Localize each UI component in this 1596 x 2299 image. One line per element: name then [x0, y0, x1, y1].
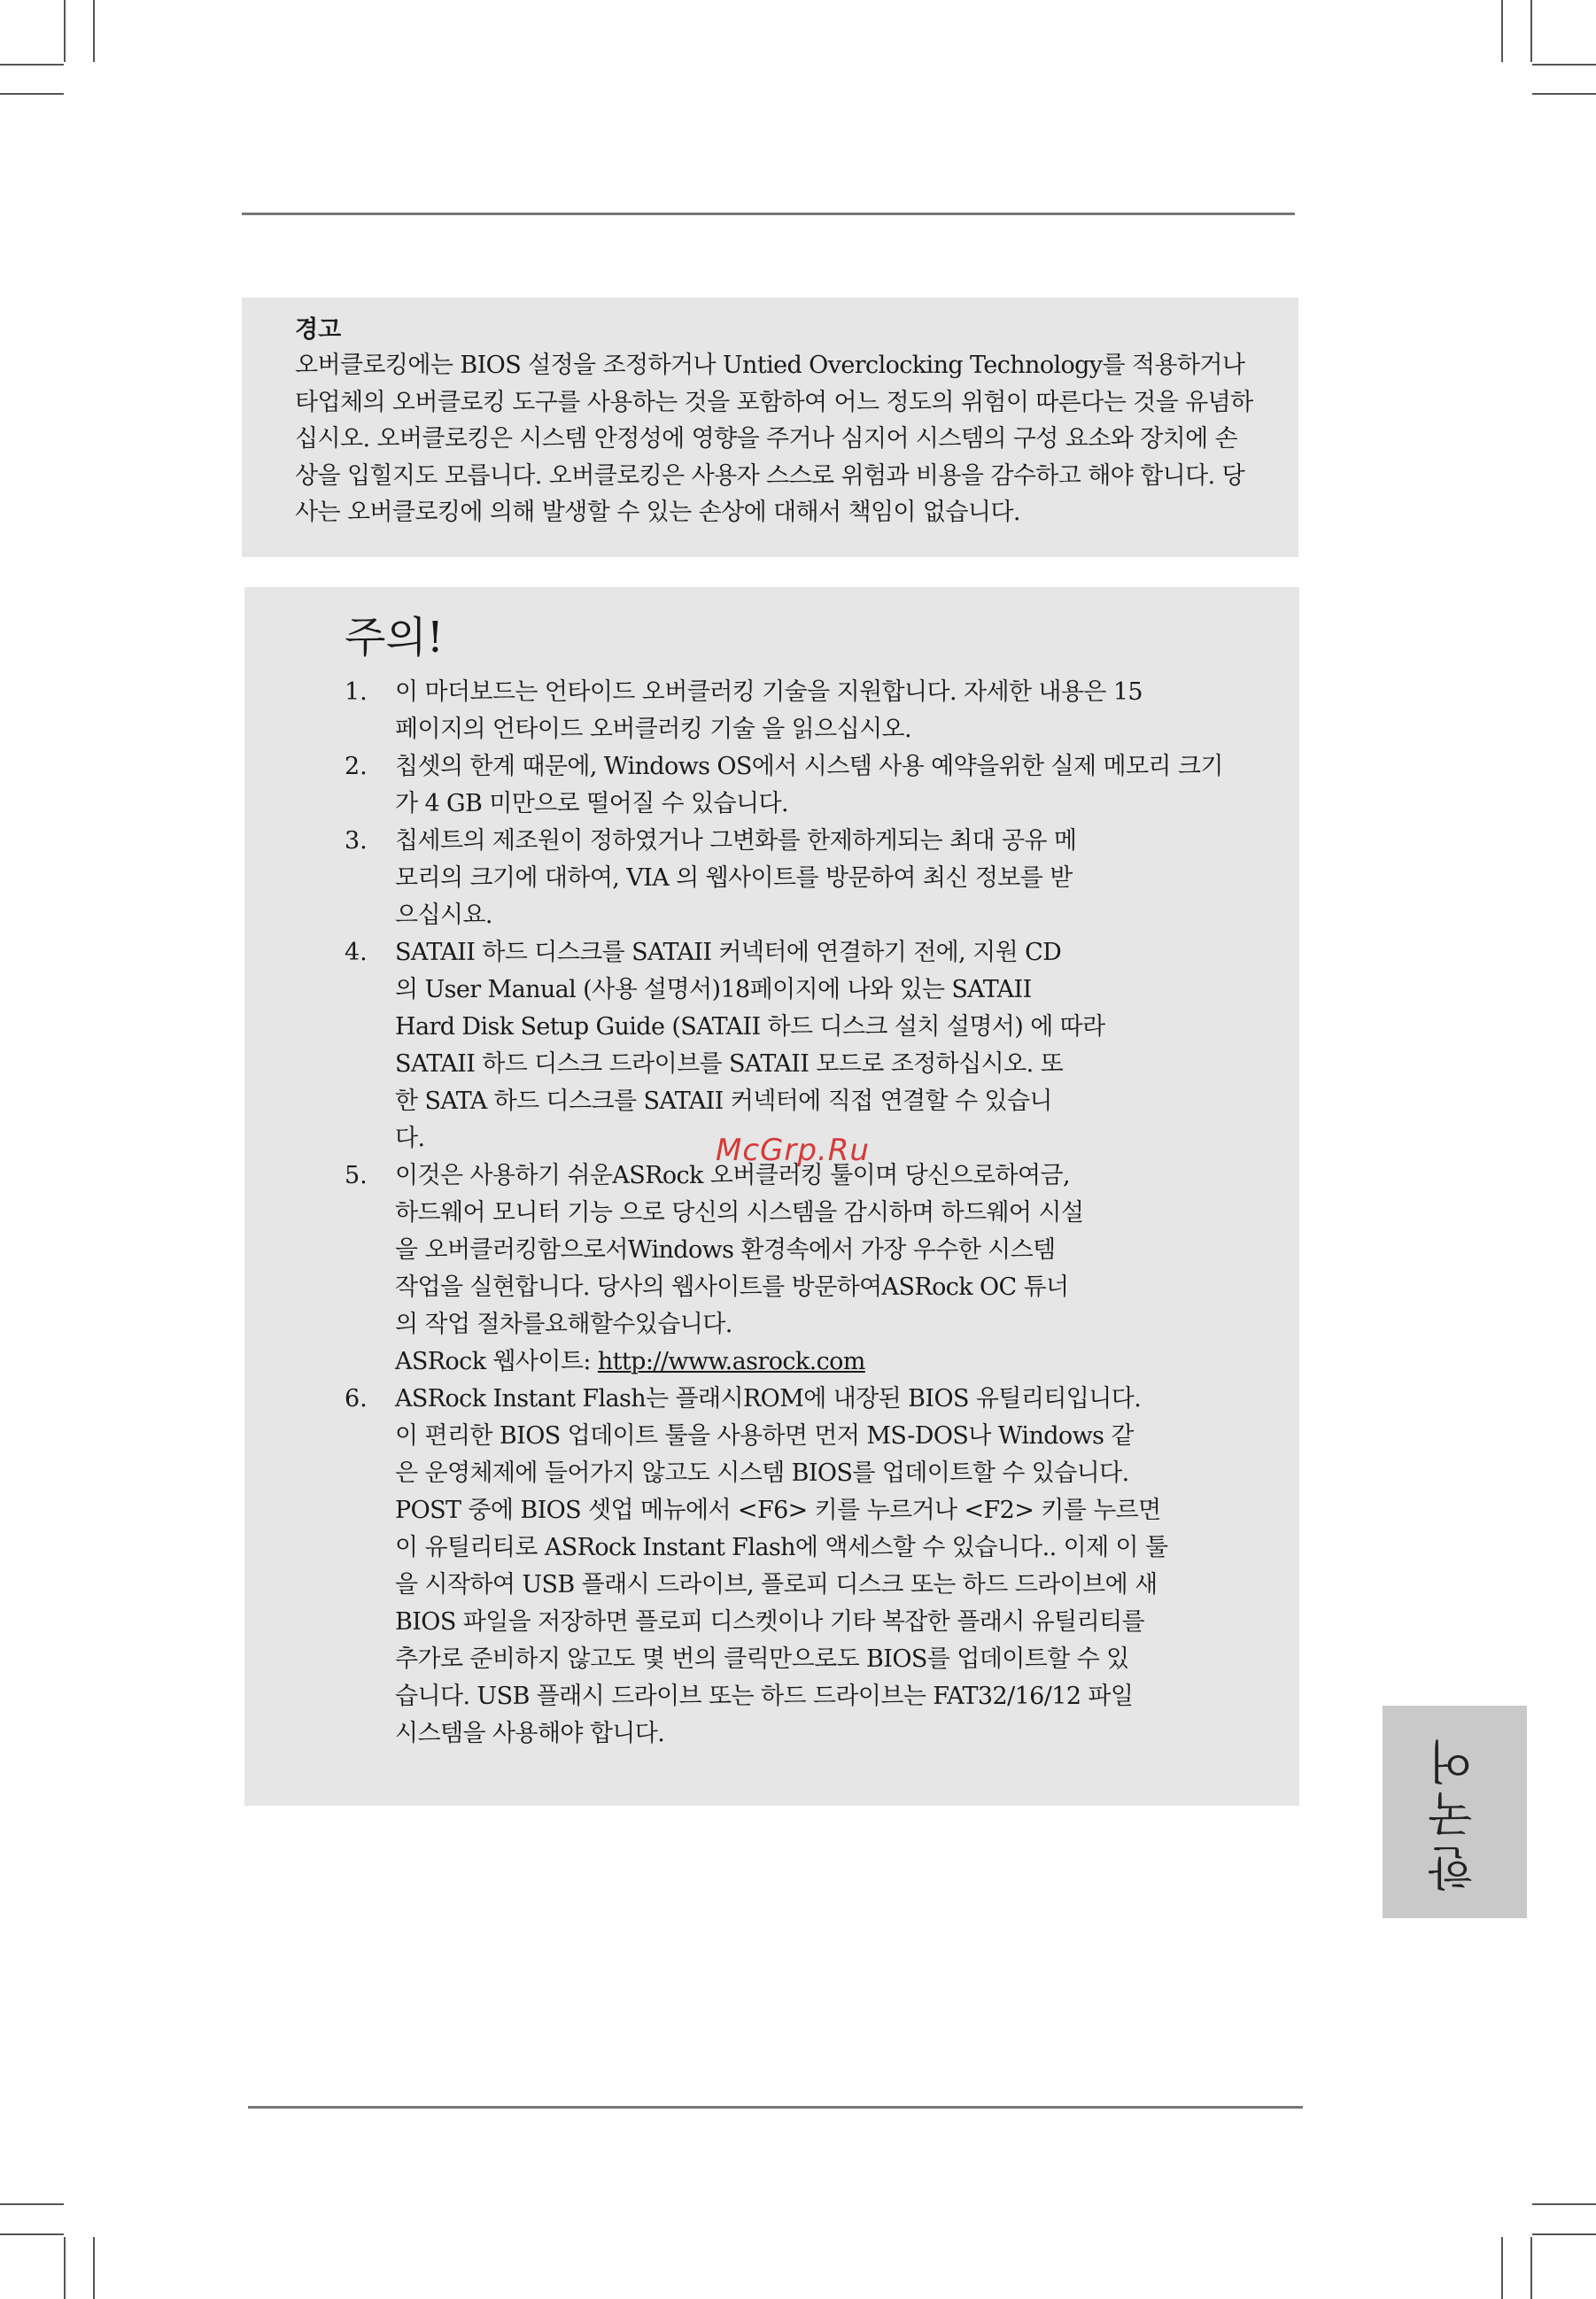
- crop-mark: [0, 2203, 64, 2205]
- list-item: [345, 674, 1299, 748]
- item-line: 칩세트의 제조원이 정하였거나 그변화를 한제하게되는 최대 공유 메: [395, 827, 1077, 855]
- item-line: 을 오버클러킹함으로서Windows 환경속에서 가장 우수한 시스템: [395, 1236, 1056, 1264]
- crop-mark: [1532, 2233, 1596, 2235]
- warning-line: 사는 오버클로킹에 의해 발생할 수 있는 손상에 대해서 책임이 없습니다.: [295, 499, 1020, 526]
- item-number: 4.: [345, 939, 368, 966]
- crop-mark: [64, 0, 66, 62]
- item-line: 이 유틸리티로 ASRock Instant Flash에 액세스할 수 있습니다.. 이제 이 툴: [395, 1534, 1168, 1561]
- item-line: 이 마더보드는 언타이드 오버클러킹 기술을 지원합니다. 자세한 내용은 15: [395, 678, 1143, 706]
- item-line: 칩셋의 한계 때문에, Windows OS에서 시스템 사용 예약을위한 실제 메모리 크기: [395, 753, 1223, 780]
- item-line: 의 User Manual (사용 설명서)18페이지에 나와 있는 SATAII: [395, 976, 1032, 1003]
- item-line: 이 편리한 BIOS 업데이트 툴을 사용하면 먼저 MS-DOS나 Windows 같: [395, 1422, 1134, 1450]
- crop-mark: [0, 93, 64, 95]
- crop-mark: [1501, 2237, 1503, 2299]
- warning-box: [242, 298, 1298, 557]
- crop-mark: [0, 64, 64, 66]
- item-line: 은 운영체제에 들어가지 않고도 시스템 BIOS를 업데이트할 수 있습니다.: [395, 1459, 1129, 1487]
- item-number: 1.: [345, 678, 368, 706]
- list-item: [345, 748, 1299, 823]
- item-line: 한 SATA 하드 디스크를 SATAII 커넥터에 직접 연결할 수 있습니: [395, 1088, 1052, 1115]
- item-line: BIOS 파일을 저장하면 플로피 디스켓이나 기타 복잡한 플래시 유틸리티를: [395, 1608, 1145, 1636]
- crop-mark: [0, 2233, 64, 2235]
- item-number: 5.: [345, 1162, 368, 1189]
- item-number: 2.: [345, 753, 368, 780]
- item-number: 6.: [345, 1385, 368, 1413]
- item-number: 3.: [345, 827, 368, 855]
- list-item: [345, 823, 1299, 934]
- warning-line: 상을 입힐지도 모릅니다. 오버클로킹은 사용자 스스로 위험과 비용을 감수하고 해야 합니다. 당: [295, 461, 1245, 490]
- item-line: Hard Disk Setup Guide (SATAII 하드 디스크 설치 설명서) 에 따라: [395, 1013, 1105, 1041]
- language-tab-label: 한국어: [1429, 1732, 1482, 1892]
- crop-mark: [1501, 0, 1503, 62]
- item-line: 추가로 준비하지 않고도 몇 번의 클릭만으로도 BIOS를 업데이트할 수 있: [395, 1645, 1129, 1673]
- item-line: SATAII 하드 디스크 드라이브를 SATAII 모드로 조정하십시오. 또: [395, 1050, 1064, 1078]
- item-line: 습니다. USB 플래시 드라이브 또는 하드 드라이브는 FAT32/16/12 파일: [395, 1683, 1134, 1710]
- item-line: 모리의 크기에 대하여, VIA 의 웹사이트를 방문하여 최신 정보를 받: [395, 864, 1073, 892]
- item-line: 가 4 GB 미만으로 떨어질 수 있습니다.: [395, 790, 788, 817]
- crop-mark: [93, 0, 95, 62]
- item-line: 페이지의 언타이드 오버클러킹 기술 을 읽으십시오.: [395, 716, 912, 743]
- caution-title: 주의!: [345, 613, 445, 662]
- website-line: [395, 1343, 1299, 1381]
- item-line: 작업을 실현합니다. 당사의 웹사이트를 방문하여ASRock OC 튜너: [395, 1273, 1069, 1301]
- list-item: [345, 1381, 1299, 1753]
- item-line: 하드웨어 모니터 기능 으로 당신의 시스템을 감시하며 하드웨어 시설: [395, 1199, 1084, 1227]
- crop-mark: [1532, 2203, 1596, 2205]
- item-line: SATAII 하드 디스크를 SATAII 커넥터에 연결하기 전에, 지원 CD: [395, 939, 1062, 966]
- watermark: McGrp.Ru: [716, 1133, 870, 1168]
- crop-mark: [1532, 64, 1596, 66]
- caution-list: [345, 674, 1299, 1753]
- warning-line: 십시오. 오버클로킹은 시스템 안정성에 영향을 주거나 심지어 시스템의 구성 요소와 장치에 손: [295, 425, 1238, 453]
- warning-line: 타업체의 오버클로킹 도구를 사용하는 것을 포함하여 어느 정도의 위험이 따른다는 것을 유념하: [295, 388, 1253, 416]
- warning-line: 오버클로킹에는 BIOS 설정을 조정하거나 Untied Overclocking Technology를 적용하거나: [295, 352, 1245, 379]
- item-line: 시스템을 사용해야 합니다.: [395, 1720, 665, 1747]
- item-line: 이것은 사용하기 쉬운ASRock 오버클러킹 툴이며 당신으로하여금,: [395, 1162, 1070, 1189]
- caution-box: [244, 587, 1299, 1806]
- language-tab: [1383, 1706, 1527, 1918]
- item-line: POST 중에 BIOS 셋업 메뉴에서 <F6> 키를 누르거나 <F2> 키를 누르면: [395, 1497, 1161, 1524]
- list-item: [345, 934, 1299, 1157]
- crop-mark: [1530, 2237, 1532, 2299]
- crop-mark: [64, 2237, 66, 2299]
- crop-mark: [1530, 0, 1532, 62]
- item-line: 다.: [395, 1125, 425, 1152]
- item-line: ASRock Instant Flash는 플래시ROM에 내장된 BIOS 유틸리티입니다.: [395, 1385, 1142, 1413]
- website-label: ASRock 웹사이트:: [395, 1348, 598, 1375]
- website-link[interactable]: http://www.asrock.com: [597, 1348, 865, 1375]
- header-rule: [242, 213, 1295, 215]
- list-item: [345, 1157, 1299, 1381]
- warning-title: 경고: [295, 316, 342, 344]
- crop-mark: [1532, 93, 1596, 95]
- crop-mark: [93, 2237, 95, 2299]
- item-line: 으십시요.: [395, 902, 492, 929]
- item-line: 의 작업 절차를요해할수있습니다.: [395, 1311, 732, 1338]
- item-line: 을 시작하여 USB 플래시 드라이브, 플로피 디스크 또는 하드 드라이브에 새: [395, 1571, 1158, 1598]
- footer-rule: [248, 2106, 1303, 2109]
